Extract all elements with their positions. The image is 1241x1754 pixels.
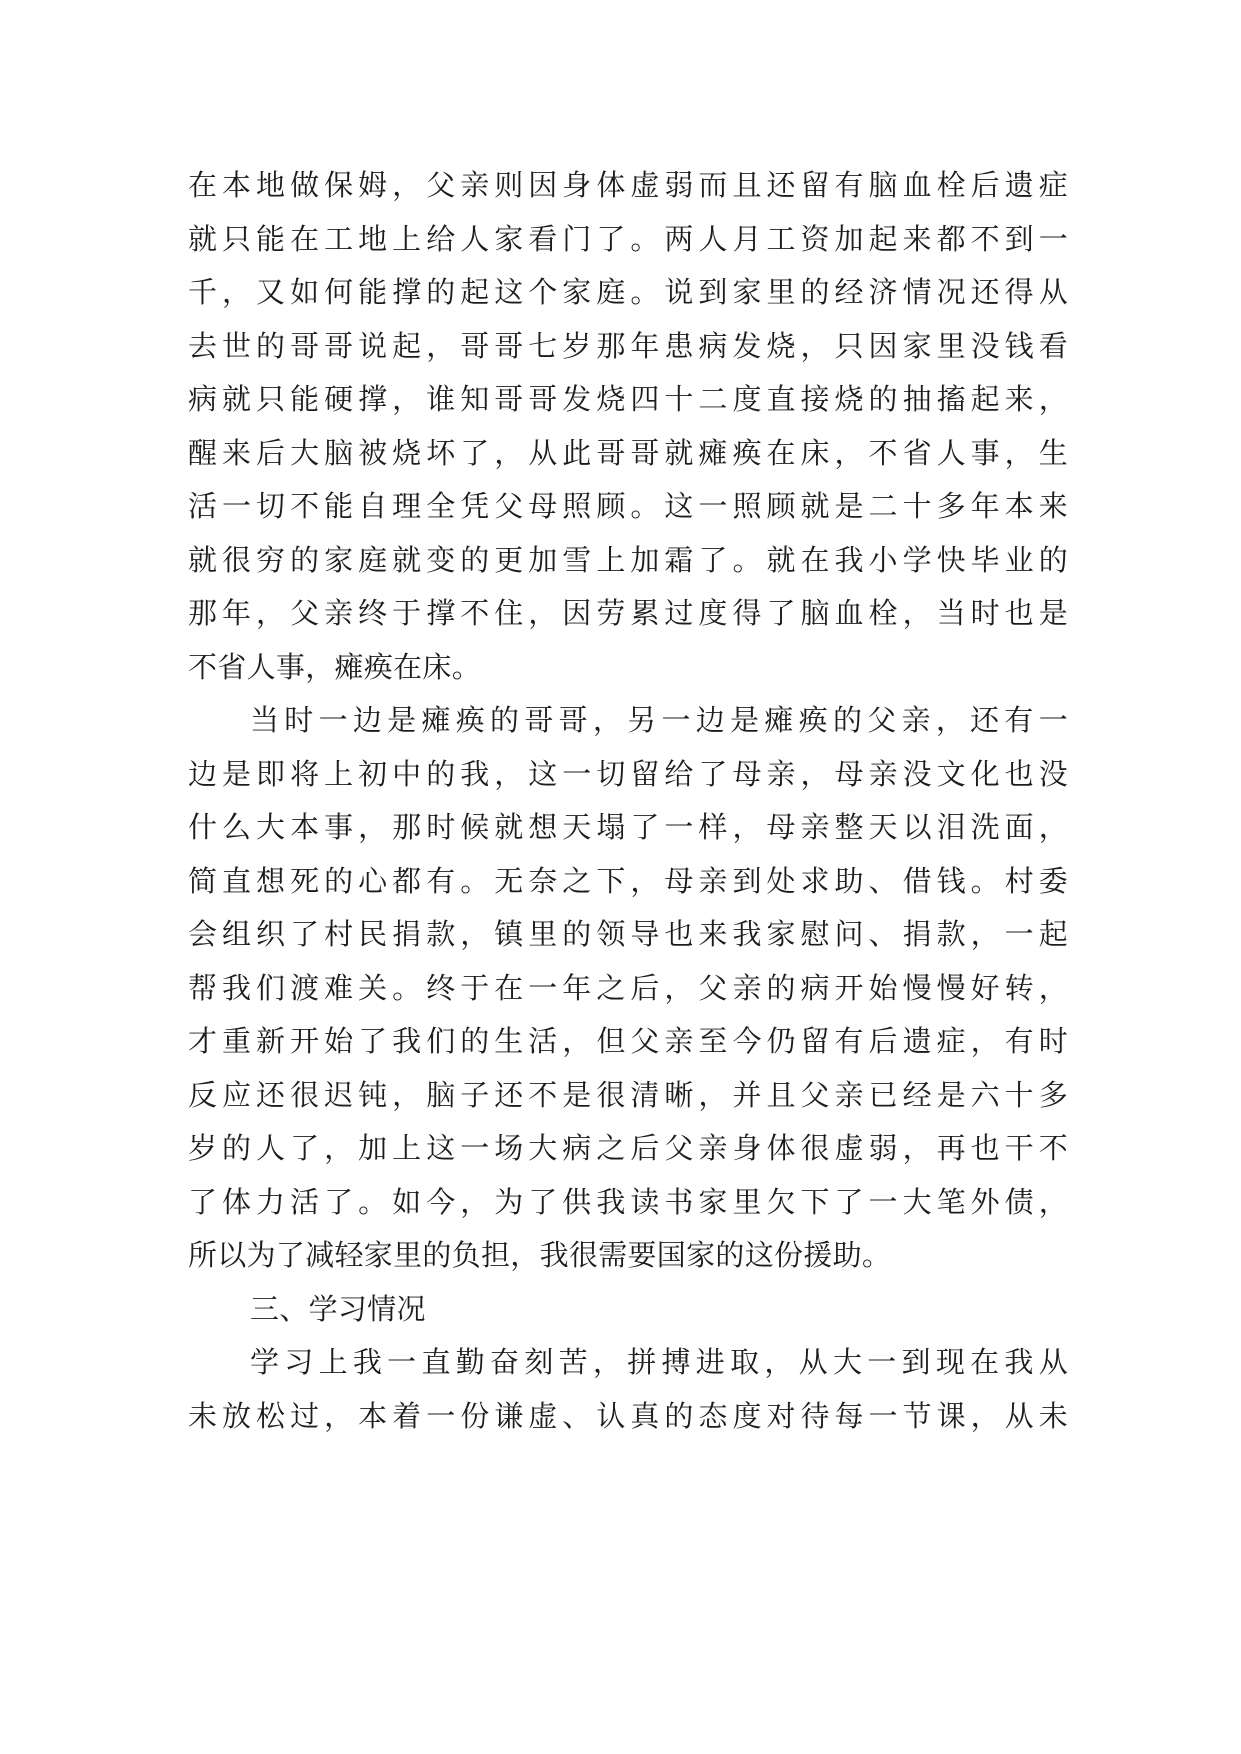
text-line: 就很穷的家庭就变的更加雪上加霜了。就在我小学快毕业的 xyxy=(188,542,1068,577)
text-line: 病就只能硬撑，谁知哥哥发烧四十二度直接烧的抽搐起来， xyxy=(188,382,1068,416)
text-line: 了体力活了。如今，为了供我读书家里欠下了一大笔外债， xyxy=(188,1184,1068,1219)
paragraph-end-line: 不省人事，瘫痪在床。 xyxy=(188,649,482,684)
text-line: 就只能在工地上给人家看门了。两人月工资加起来都不到一 xyxy=(188,221,1068,256)
text-line: 简直想死的心都有。无奈之下，母亲到处求助、借钱。村委 xyxy=(188,863,1068,898)
text-line: 未放松过，本着一份谦虚、认真的态度对待每一节课，从未 xyxy=(188,1398,1068,1433)
text-line: 帮我们渡难关。终于在一年之后，父亲的病开始慢慢好转， xyxy=(188,970,1068,1005)
text-line: 反应还很迟钝，脑子还不是很清晰，并且父亲已经是六十多 xyxy=(188,1077,1068,1112)
text-line: 才重新开始了我们的生活，但父亲至今仍留有后遗症，有时 xyxy=(188,1024,1068,1058)
text-line: 那年，父亲终于撑不住，因劳累过度得了脑血栓，当时也是 xyxy=(188,596,1068,630)
paragraph-end-line: 所以为了减轻家里的负担，我很需要国家的这份援助。 xyxy=(188,1238,892,1272)
text-line: 去世的哥哥说起，哥哥七岁那年患病发烧，只因家里没钱看 xyxy=(188,328,1068,363)
document-body xyxy=(188,159,1068,1443)
text-line: 岁的人了，加上这一场大病之后父亲身体很虚弱，再也干不 xyxy=(188,1131,1068,1165)
text-line: 千，又如何能撑的起这个家庭。说到家里的经济情况还得从 xyxy=(188,275,1068,309)
text-line: 边是即将上初中的我，这一切留给了母亲，母亲没文化也没 xyxy=(188,756,1068,791)
text-line: 活一切不能自理全凭父母照顾。这一照顾就是二十多年本来 xyxy=(188,489,1068,523)
section-heading: 三、学习情况 xyxy=(250,1291,426,1326)
paragraph-first-line: 当时一边是瘫痪的哥哥，另一边是瘫痪的父亲，还有一 xyxy=(250,703,1068,737)
text-line: 什么大本事，那时候就想天塌了一样，母亲整天以泪洗面， xyxy=(188,810,1068,844)
text-line: 在本地做保姆，父亲则因身体虚弱而且还留有脑血栓后遗症 xyxy=(188,168,1068,202)
text-line: 会组织了村民捐款，镇里的领导也来我家慰问、捐款，一起 xyxy=(188,917,1068,951)
paragraph-first-line: 学习上我一直勤奋刻苦，拼搏进取，从大一到现在我从 xyxy=(250,1345,1068,1379)
text-line: 醒来后大脑被烧坏了，从此哥哥就瘫痪在床，不省人事，生 xyxy=(188,435,1068,470)
